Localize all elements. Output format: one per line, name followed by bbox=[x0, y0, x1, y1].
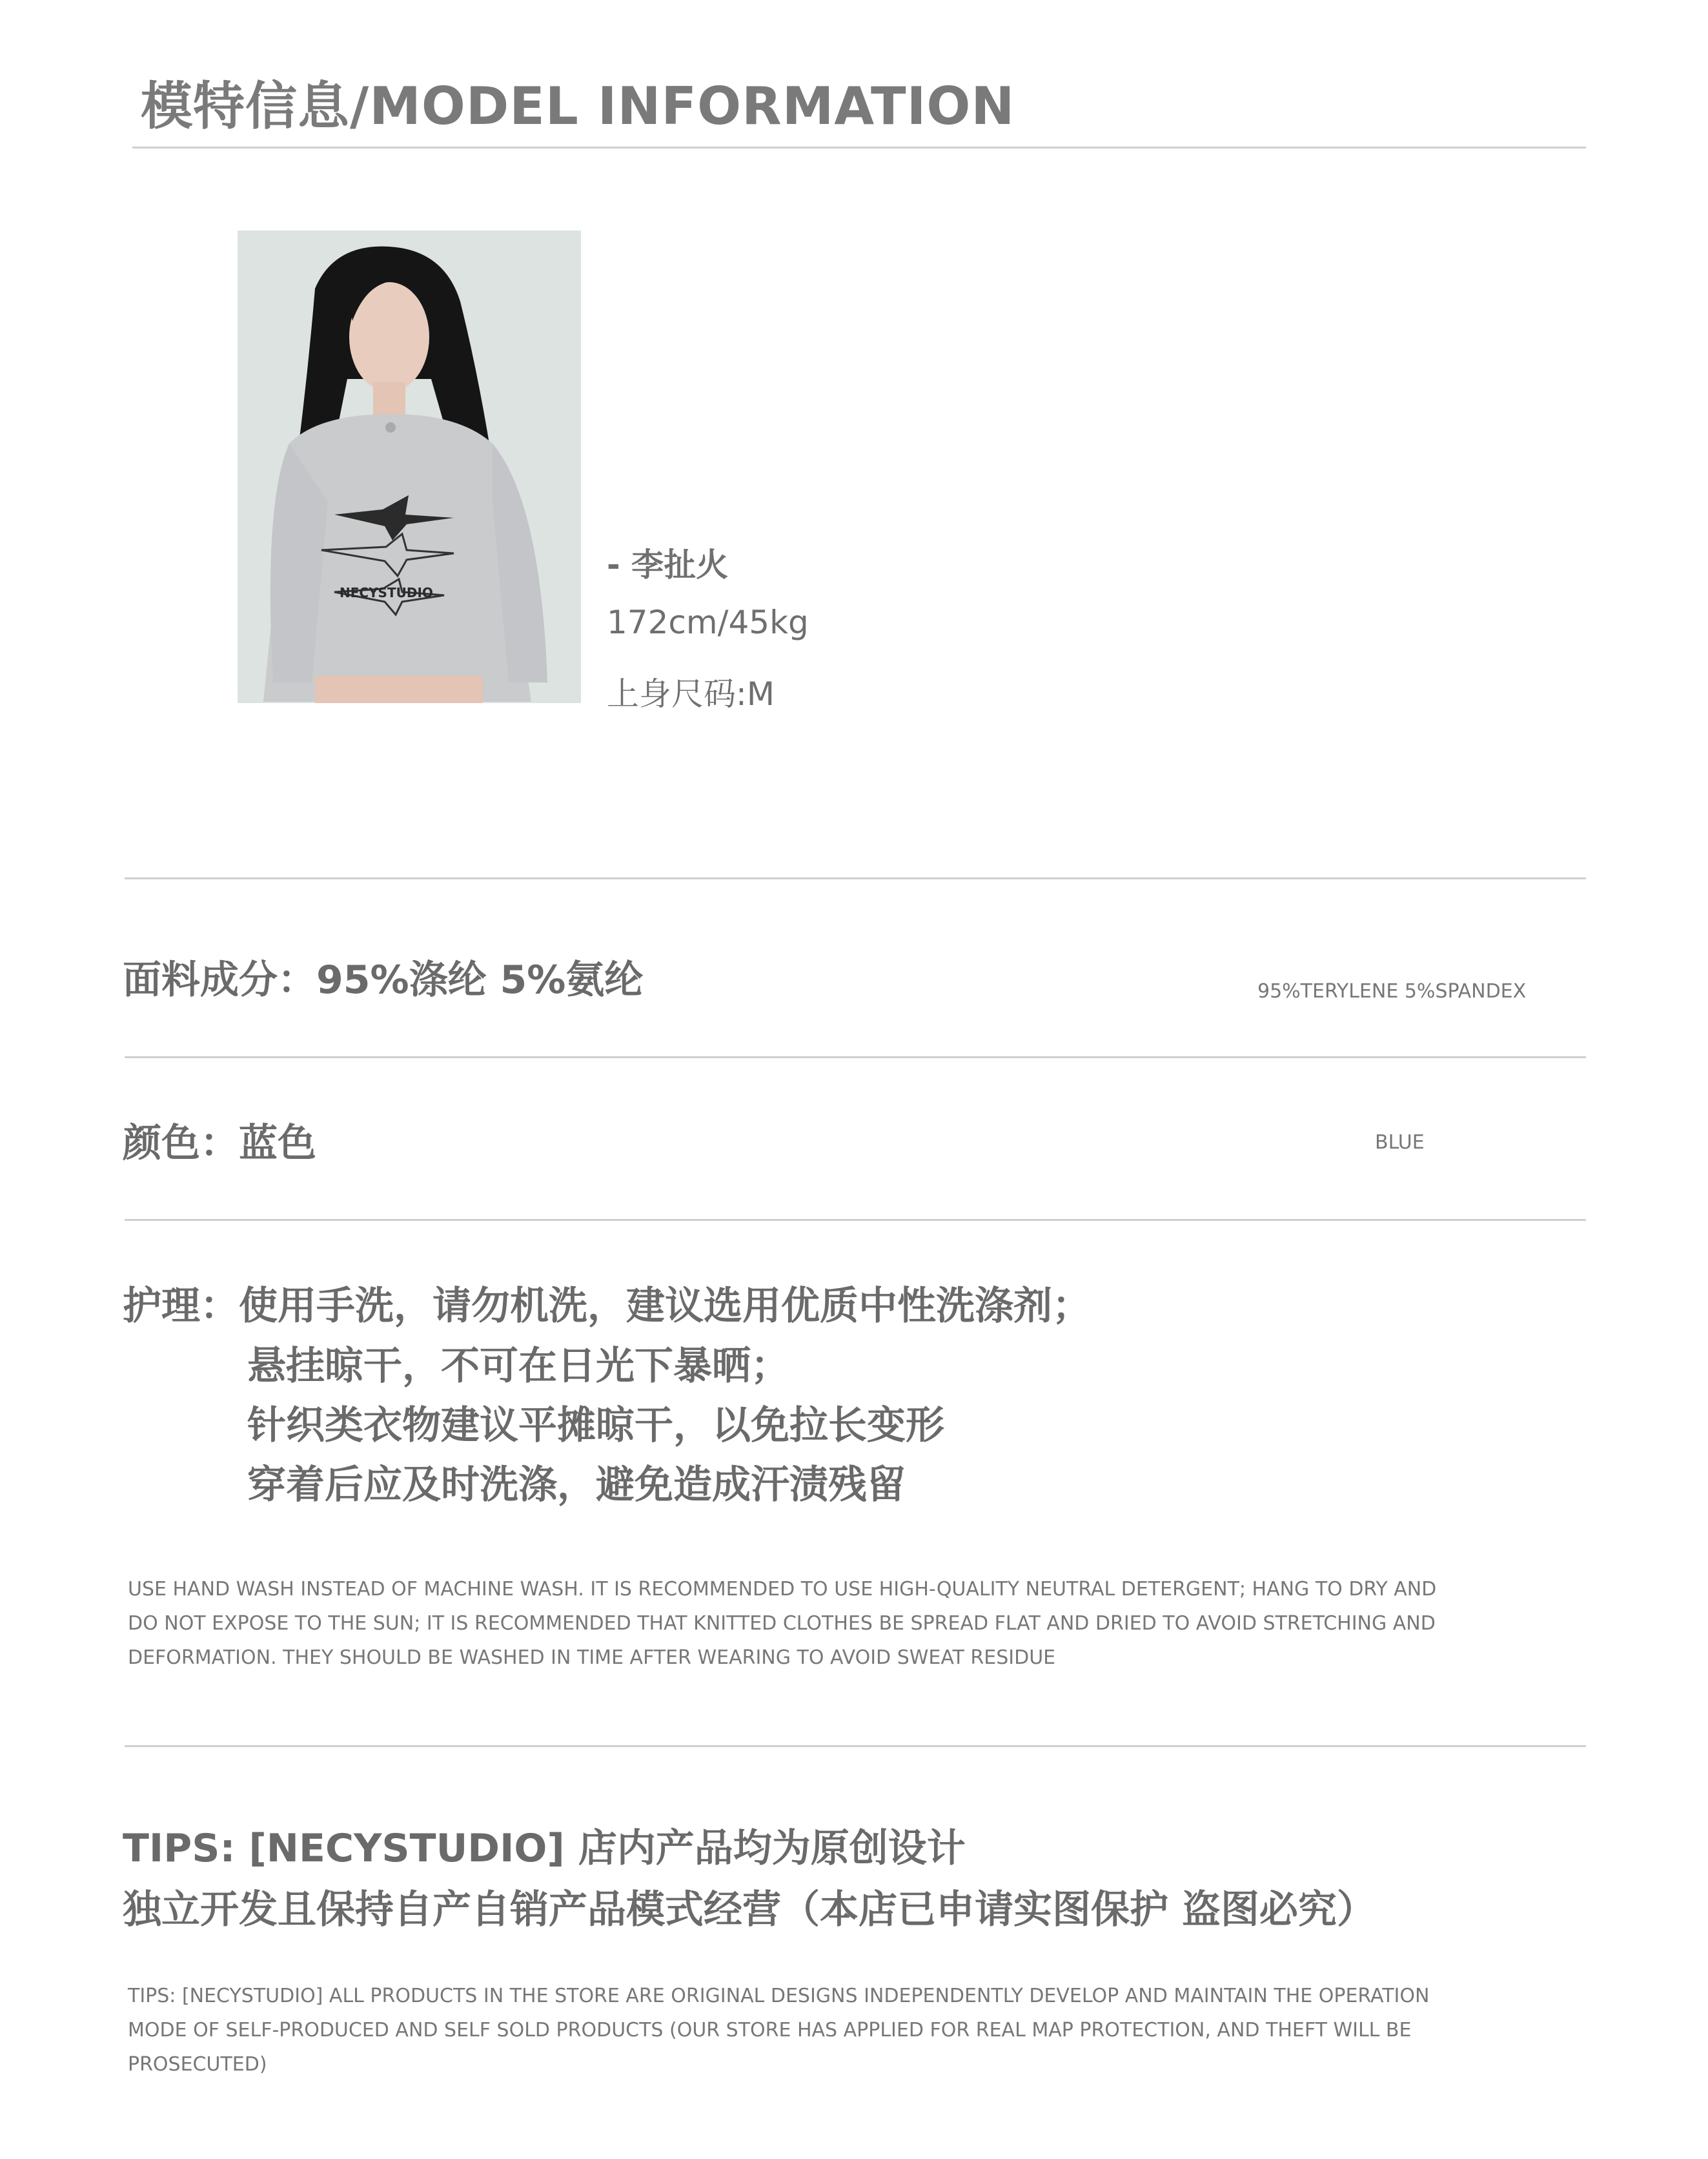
tips-en-paragraph bbox=[128, 1979, 1548, 2082]
care-en-line: DO NOT EXPOSE TO THE SUN; IT IS RECOMMENDED THAT KNITTED CLOTHES BE SPREAD FLAT AND DRIED TO AVOID STRETCHING AND bbox=[128, 1612, 1436, 1635]
model-illustration bbox=[238, 230, 581, 703]
care-line: 悬挂晾干，不可在日光下暴晒； bbox=[247, 1344, 789, 1389]
tips-line: 独立开发且保持自产自销产品模式经营（本店已申请实图保护 盗图必究） bbox=[123, 1887, 1376, 1932]
care-en-paragraph bbox=[128, 1572, 1548, 1675]
model-photo bbox=[238, 230, 581, 703]
tips-en-line: MODE OF SELF-PRODUCED AND SELF SOLD PRODUCTS (OUR STORE HAS APPLIED FOR REAL MAP PROTECTION, AND THEFT WILL BE bbox=[128, 2019, 1412, 2041]
care-en-line: USE HAND WASH INSTEAD OF MACHINE WASH. IT IS RECOMMENDED TO USE HIGH-QUALITY NEUTRAL DETERGENT; HANG TO DRY AND bbox=[128, 1578, 1437, 1601]
care-line: 针织类衣物建议平摊晾干，以免拉长变形 bbox=[247, 1403, 944, 1448]
section-divider bbox=[125, 1219, 1586, 1221]
care-line: 护理：使用手洗，请勿机洗，建议选用优质中性洗涤剂； bbox=[123, 1284, 1091, 1329]
section-divider bbox=[125, 1056, 1586, 1058]
page-title: 模特信息/MODEL INFORMATION bbox=[141, 76, 1015, 136]
fabric-label-en: 95%TERYLENE 5%SPANDEX bbox=[1257, 980, 1527, 1003]
model-height-weight: 172cm/45kg bbox=[607, 604, 809, 641]
color-label-en: BLUE bbox=[1375, 1131, 1425, 1154]
color-label: 颜色：蓝色 bbox=[123, 1121, 316, 1166]
tips-line: TIPS: [NECYSTUDIO] 店内产品均为原创设计 bbox=[123, 1826, 966, 1871]
model-top-size: 上身尺码:M bbox=[607, 675, 775, 713]
section-divider bbox=[125, 877, 1586, 879]
header-divider bbox=[132, 147, 1586, 148]
care-line: 穿着后应及时洗涤，避免造成汗渍残留 bbox=[247, 1462, 906, 1508]
model-name: - 李扯火 bbox=[607, 546, 729, 584]
shirt-print-text: NECYSTUDIO bbox=[340, 585, 433, 600]
fabric-label: 面料成分：95%涤纶 5%氨纶 bbox=[123, 957, 644, 1003]
tips-en-line: PROSECUTED) bbox=[128, 2053, 267, 2076]
care-en-line: DEFORMATION. THEY SHOULD BE WASHED IN TIME AFTER WEARING TO AVOID SWEAT RESIDUE bbox=[128, 1646, 1056, 1669]
tips-en-line: TIPS: [NECYSTUDIO] ALL PRODUCTS IN THE STORE ARE ORIGINAL DESIGNS INDEPENDENTLY DEVELOP AND MAINTAIN THE OPERATION bbox=[128, 1985, 1430, 2007]
section-divider bbox=[125, 1745, 1586, 1747]
